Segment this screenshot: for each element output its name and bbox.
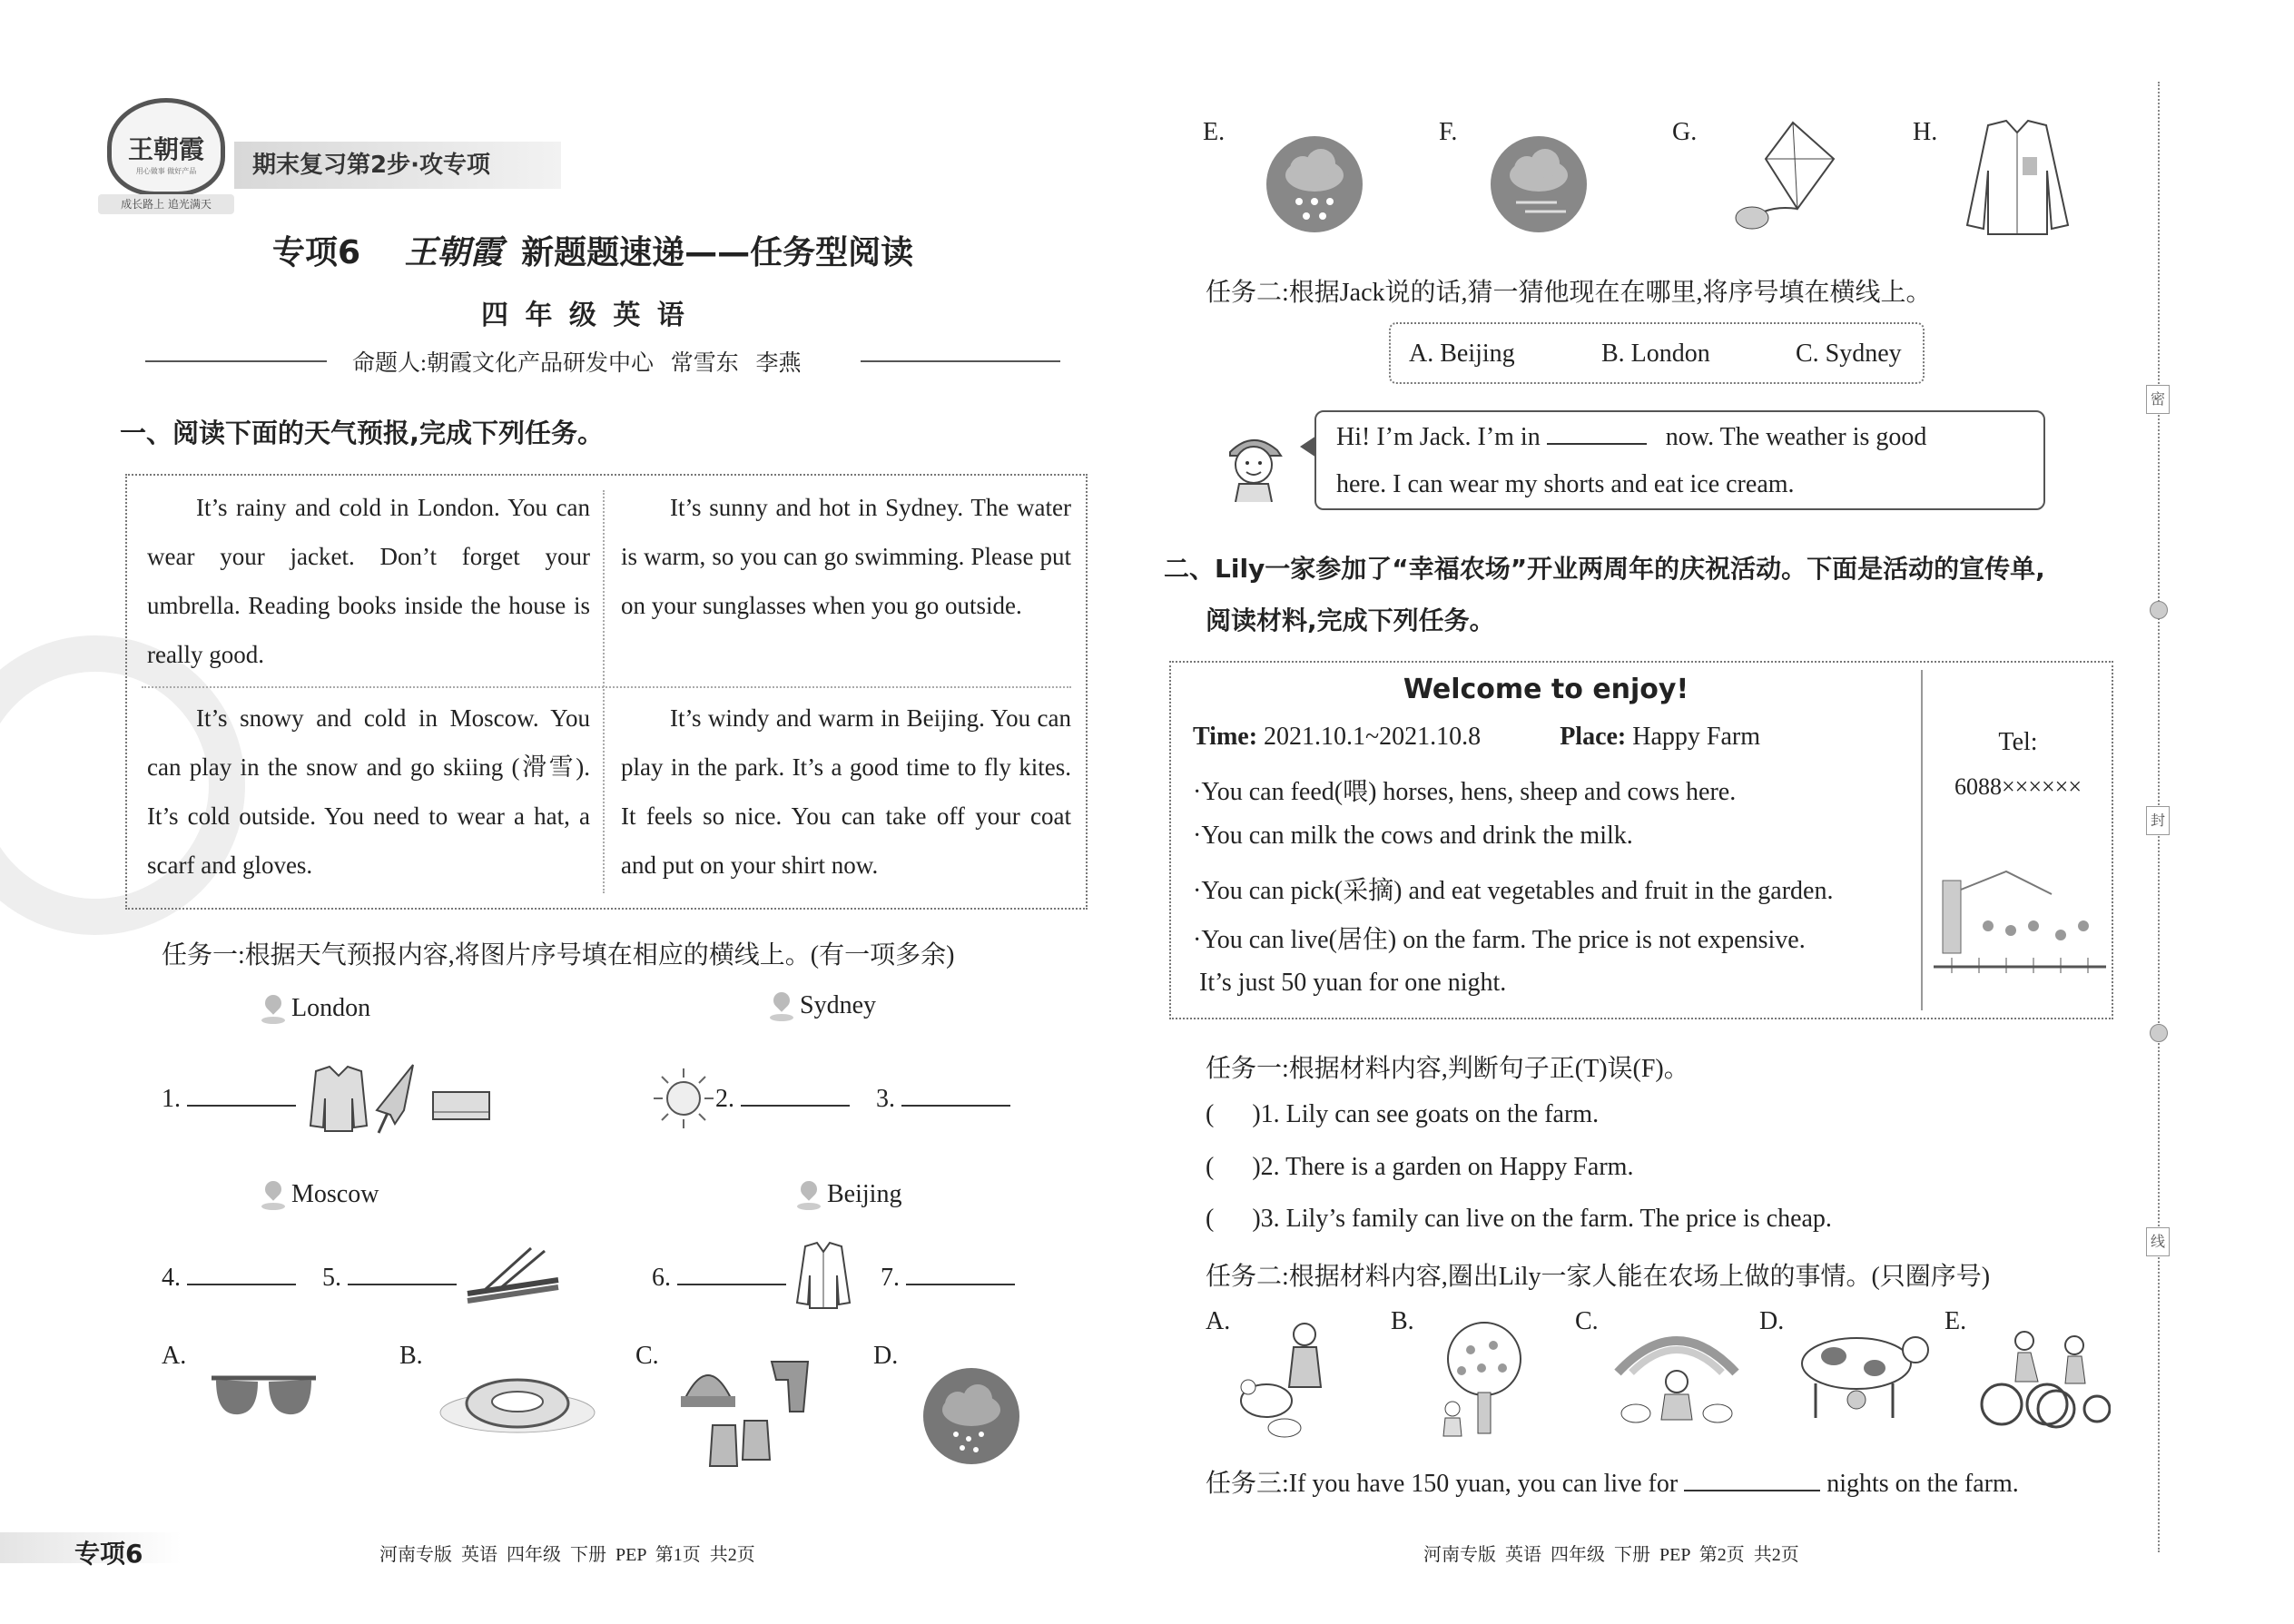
- part2-heading-a: 二、Lily一家参加了“幸福农场”开业两周年的庆祝活动。下面是活动的宣传单,: [1164, 554, 2045, 584]
- umbrella-icon: [368, 1060, 422, 1137]
- title-main: 新题题速递——任务型阅读: [521, 234, 914, 271]
- jacket-icon: [307, 1062, 370, 1135]
- option-f-label: F.: [1439, 118, 1458, 146]
- milking-cow-image: [1793, 1327, 1929, 1427]
- jack-blank[interactable]: [1547, 441, 1647, 445]
- rain-cloud-icon: [921, 1366, 1021, 1466]
- table-hline: [142, 686, 1071, 688]
- task2-instruction: 任务二:根据Jack说的话,猜一猜他现在在哪里,将序号填在横线上。: [1206, 279, 1932, 307]
- location-pin-icon: [261, 995, 285, 1026]
- page-title: [272, 227, 913, 273]
- pic-e-label[interactable]: E.: [1944, 1307, 1967, 1335]
- tf-3[interactable]: ( )3. Lily’s family can live on the farm. The price is cheap.: [1206, 1205, 1832, 1233]
- speech-line-2: here. I can wear my shorts and eat ice cream.: [1336, 470, 1795, 498]
- blank-7[interactable]: 7.: [881, 1264, 1015, 1293]
- choice-c: C. Sydney: [1796, 340, 1902, 368]
- part2-heading-b: 阅读材料,完成下列任务。: [1206, 605, 1495, 635]
- blank-3[interactable]: 3.: [876, 1085, 1010, 1114]
- tel-label: Tel:: [1998, 728, 2038, 756]
- fruit-tree-image: [1425, 1318, 1543, 1441]
- skis-icon: [458, 1244, 567, 1307]
- shirt-icon: [792, 1239, 855, 1312]
- seal-mark-2: 封: [2146, 806, 2170, 835]
- sun-icon: [652, 1067, 715, 1130]
- option-b-label: B.: [399, 1342, 423, 1370]
- weather-cell-beijing: It’s windy and warm in Beijing. You can play in the park. It’s a good time to fly kites. It feels so nice. You can take off your coat and put on your shirt now.: [621, 704, 1071, 879]
- tf-2[interactable]: ( )2. There is a garden on Happy Farm.: [1206, 1153, 1634, 1181]
- feeding-animals-image: [1230, 1314, 1344, 1442]
- footer-left: 河南专版 英语 四年级 下册 PEP 第1页 共2页: [379, 1545, 755, 1565]
- weather-cell-moscow: It’s snowy and cold in Moscow. You can play in the snow and go skiing (滑雪). It’s cold outside. You need to wear a hat, a scarf and gloves.: [147, 704, 590, 879]
- snow-cloud-icon: [1265, 134, 1364, 234]
- part2-task3: 任务三:If you have 150 yuan, you can live for nights on the farm.: [1206, 1470, 2019, 1498]
- logo-top-text: 用心做事 做好产品: [135, 167, 197, 175]
- wind-cloud-icon: [1489, 134, 1589, 234]
- poster-line-5: It’s just 50 yuan for one night.: [1193, 969, 1507, 997]
- option-c-label: C.: [635, 1342, 659, 1370]
- footer-right: 河南专版 英语 四年级 下册 PEP 第2页 共2页: [1423, 1545, 1799, 1565]
- city-sydney: Sydney: [770, 991, 876, 1023]
- seal-mark-3: 线: [2146, 1227, 2170, 1256]
- choice-a: A. Beijing: [1409, 340, 1515, 368]
- author-rule-right: [861, 360, 1060, 362]
- blank-2[interactable]: 2.: [715, 1085, 850, 1114]
- kite-icon: [1729, 118, 1838, 236]
- part2-task1: 任务一:根据材料内容,判断句子正(T)误(F)。: [1206, 1055, 1689, 1083]
- footer-tag: 专项6: [74, 1539, 143, 1569]
- logo-brand-text: 王朝霞: [127, 134, 204, 164]
- poster-line-4: ·You can live(居住) on the farm. The price is not expensive.: [1193, 926, 1806, 954]
- option-d-label: D.: [873, 1342, 899, 1370]
- blank-1[interactable]: 1.: [162, 1085, 296, 1114]
- seal-dot-icon: [2150, 1024, 2168, 1042]
- weather-table: [125, 474, 1088, 910]
- poster-line-3: ·You can pick(采摘) and eat vegetables and fruit in the garden.: [1193, 877, 1834, 905]
- farm-scene-image: [1934, 862, 2106, 980]
- coat-icon: [1961, 116, 2074, 239]
- option-a-label: A.: [162, 1342, 187, 1370]
- part1-heading: 一、阅读下面的天气预报,完成下列任务。: [120, 418, 605, 448]
- book-icon: [428, 1085, 497, 1126]
- boy-avatar: [1221, 425, 1285, 502]
- title-brand: 王朝霞: [404, 233, 503, 271]
- tf-1[interactable]: ( )1. Lily can see goats on the farm.: [1206, 1100, 1600, 1128]
- author-line: 命题人:朝霞文化产品研发中心 常雪东 李燕: [352, 351, 802, 376]
- location-pin-icon: [261, 1181, 285, 1212]
- city-moscow: Moscow: [261, 1180, 379, 1212]
- brand-logo: [107, 98, 225, 196]
- farm-poster: [1169, 661, 2113, 1019]
- page-subtitle: 四 年 级 英 语: [481, 300, 688, 331]
- speech-bubble: [1314, 410, 2045, 510]
- table-vline: [603, 490, 605, 893]
- author-rule-left: [145, 360, 327, 362]
- swim-ring-icon: [438, 1369, 596, 1437]
- poster-time: Time: 2021.10.1~2021.10.8 Place: Happy Farm: [1193, 723, 1761, 751]
- weather-cell-london: It’s rainy and cold in London. You can wear your jacket. Don’t forget your umbrella. Reading books inside the house is really good.: [147, 494, 590, 668]
- city-london: London: [261, 994, 370, 1026]
- winter-clothes-icon: [672, 1353, 826, 1475]
- blank-5[interactable]: 5.: [322, 1264, 457, 1293]
- poster-line-2: ·You can milk the cows and drink the milk.: [1193, 822, 1633, 850]
- poster-line-1: ·You can feed(喂) horses, hens, sheep and cows here.: [1193, 778, 1737, 806]
- seal-dot-icon: [2150, 601, 2168, 619]
- poster-divider: [1921, 670, 1923, 1010]
- task1-instruction: 任务一:根据天气预报内容,将图片序号填在相应的横线上。(有一项多余): [162, 941, 955, 969]
- logo-ribbon: 成长路上 追光满天: [98, 194, 234, 214]
- seal-mark-1: 密: [2146, 385, 2170, 414]
- pic-c-label[interactable]: C.: [1575, 1307, 1599, 1335]
- tel-number: 6088××××××: [1954, 773, 2082, 800]
- blank-6[interactable]: 6.: [652, 1264, 786, 1293]
- city-beijing: Beijing: [797, 1180, 901, 1212]
- part2-task2: 任务二:根据材料内容,圈出Lily一家人能在农场上做的事情。(只圈序号): [1206, 1263, 1991, 1291]
- location-pin-icon: [797, 1181, 821, 1212]
- pic-a-label[interactable]: A.: [1206, 1307, 1231, 1335]
- choice-b: B. London: [1601, 340, 1710, 368]
- weather-cell-sydney: It’s sunny and hot in Sydney. The water is warm, so you can go swimming. Please put on your sunglasses when you go outside.: [621, 494, 1071, 619]
- pic-d-label[interactable]: D.: [1759, 1307, 1785, 1335]
- poster-title: Welcome to enjoy!: [1403, 674, 1689, 705]
- blank-4[interactable]: 4.: [162, 1264, 296, 1293]
- option-e-label: E.: [1203, 118, 1226, 146]
- cycling-kids-image: [1974, 1318, 2111, 1432]
- step-banner: 期末复习第2步·攻专项: [234, 142, 561, 189]
- location-pin-icon: [770, 992, 793, 1023]
- bubble-tail: [1300, 436, 1316, 458]
- title-prefix: 专项6: [272, 234, 361, 271]
- pic-b-label[interactable]: B.: [1391, 1307, 1414, 1335]
- sunglasses-icon: [207, 1371, 320, 1421]
- option-h-label: H.: [1913, 118, 1938, 146]
- option-g-label: G.: [1672, 118, 1698, 146]
- nights-blank[interactable]: [1684, 1488, 1820, 1491]
- garden-rainbow-image: [1609, 1318, 1745, 1427]
- speech-line-1: Hi! I’m Jack. I’m in now. The weather is good: [1336, 423, 1927, 451]
